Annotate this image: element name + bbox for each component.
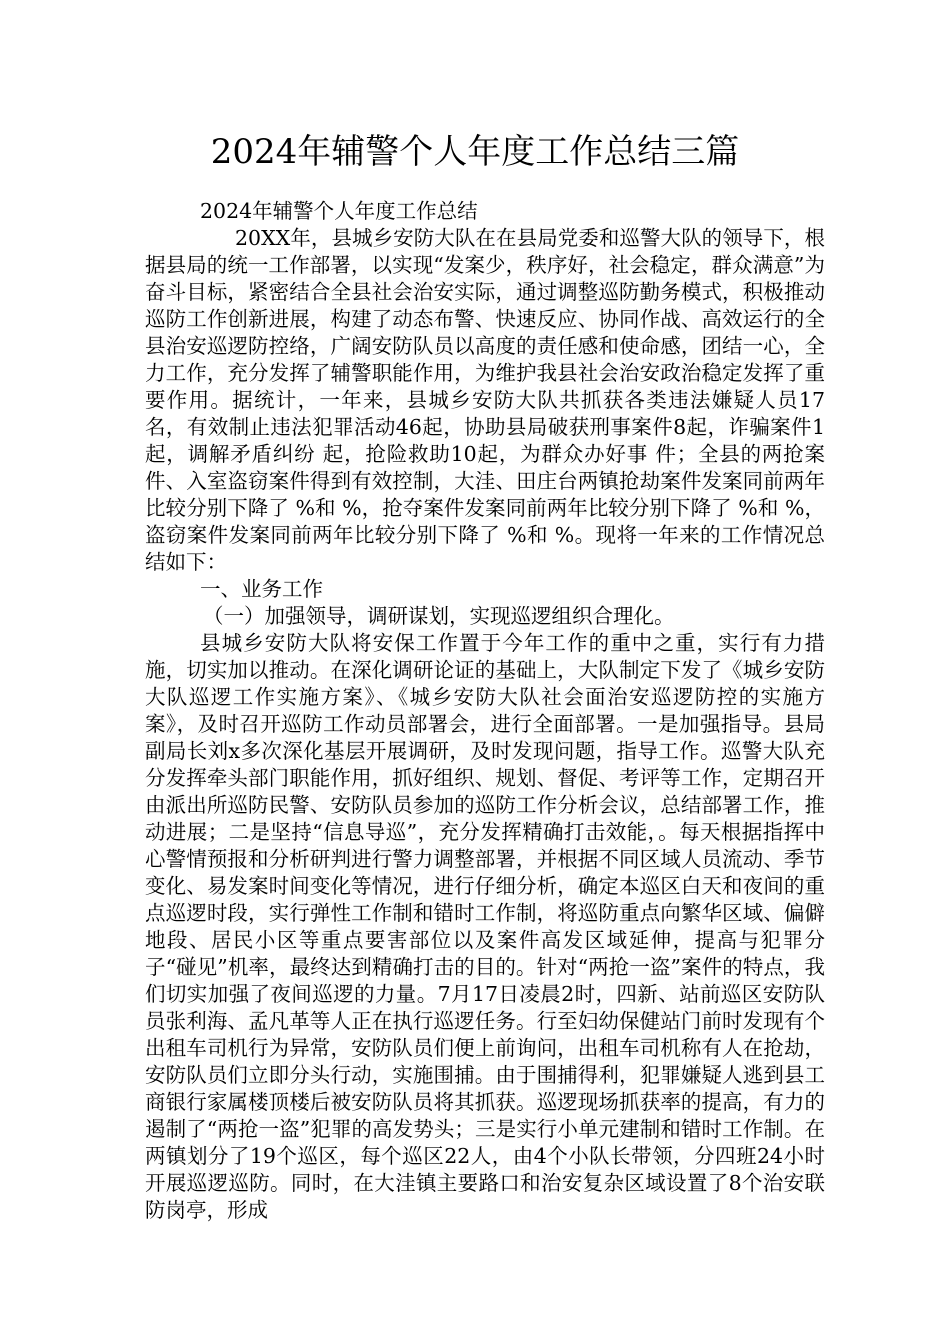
subsection-heading-leadership: （一）加强领导，调研谋划，实现巡逻组织合理化。 xyxy=(203,604,675,628)
document-subtitle: 2024年辅警个人年度工作总结 xyxy=(200,199,478,223)
document-body xyxy=(145,198,825,1224)
paragraph-intro: 20XX年，县城乡安防大队在在县局党委和巡警大队的领导下，根据县局的统一工作部署，以实现“发案少，秩序好，社会稳定，群众满意”为奋斗目标，紧密结合全县社会治安实际，通过调整巡防勤务模式，积极推动巡防工作创新进展，构建了动态布警、快速反应、协同作战、高效运行的全县治安巡逻防控络，广阔安防队员以高度的责任感和使命感，团结一心，全力工作，充分发挥了辅警职能作用，为维护我县社会治安政治稳定发挥了重要作用。据统计，一年来，县城乡安防大队共抓获各类违法嫌疑人员17名，有效制止违法犯罪活动46起，协助县局破获刑事案件8起，诈骗案件1起，调解矛盾纠纷 起，抢险救助10起，为群众办好事 件；全县的两抢案件、入室盗窃案件得到有效控制，大洼、田庄台两镇抢劫案件发案同前两年比较分别下降了 %和 %，抢夺案件发案同前两年比较分别下降了 %和 %，盗窃案件发案同前两年比较分别下降了 %和 %。现将一年来的工作情况总结如下： xyxy=(145,226,825,574)
document-title: 2024年辅警个人年度工作总结三篇 xyxy=(210,132,740,172)
section-heading-business: 一、业务工作 xyxy=(200,577,323,601)
paragraph-leadership: 县城乡安防大队将安保工作置于今年工作的重中之重，实行有力措施，切实加以推动。在深化调研论证的基础上，大队制定下发了《城乡安防大队巡逻工作实施方案》、《城乡安防大队社会面治安巡逻防控的实施方案》，及时召开巡防工作动员部署会，进行全面部署。一是加强指导。县局副局长刘x多次深化基层开展调研，及时发现问题，指导工作。巡警大队充分发挥牵头部门职能作用，抓好组织、规划、督促、考评等工作，定期召开由派出所巡防民警、安防队员参加的巡防工作分析会议，总结部署工作，推动进展；二是坚持“信息导巡”，充分发挥精确打击效能，。每天根据指挥中心警情预报和分析研判进行警力调整部署，并根据不同区域人员流动、季节变化、易发案时间变化等情况，进行仔细分析，确定本巡区白天和夜间的重点巡逻时段，实行弹性工作制和错时工作制，将巡防重点向繁华区域、偏僻地段、居民小区等重点要害部位以及案件高发区域延伸，提高与犯罪分子“碰见”机率，最终达到精确打击的目的。针对“两抢一盗”案件的特点，我们切实加强了夜间巡逻的力量。7月17日凌晨2时，四新、站前巡区安防队员张利海、孟凡革等人正在执行巡逻任务。行至妇幼保健站门前时发现有个出租车司机行为异常，安防队员们便上前询问，出租车司机称有人在抢劫，安防队员们立即分头行动，实施围捕。由于围捕得利，犯罪嫌疑人逃到县工商银行家属楼顶楼后被安防队员将其抓获。巡逻现场抓获率的提高，有力的遏制了“两抢一盗”犯罪的高发势头；三是实行小单元建制和错时工作制。在两镇划分了19个巡区，每个巡区22人，由4个小队长带领，分四班24小时开展巡逻巡防。同时，在大洼镇主要路口和治安复杂区域设置了8个治安联防岗亭，形成 xyxy=(145,631,825,1222)
